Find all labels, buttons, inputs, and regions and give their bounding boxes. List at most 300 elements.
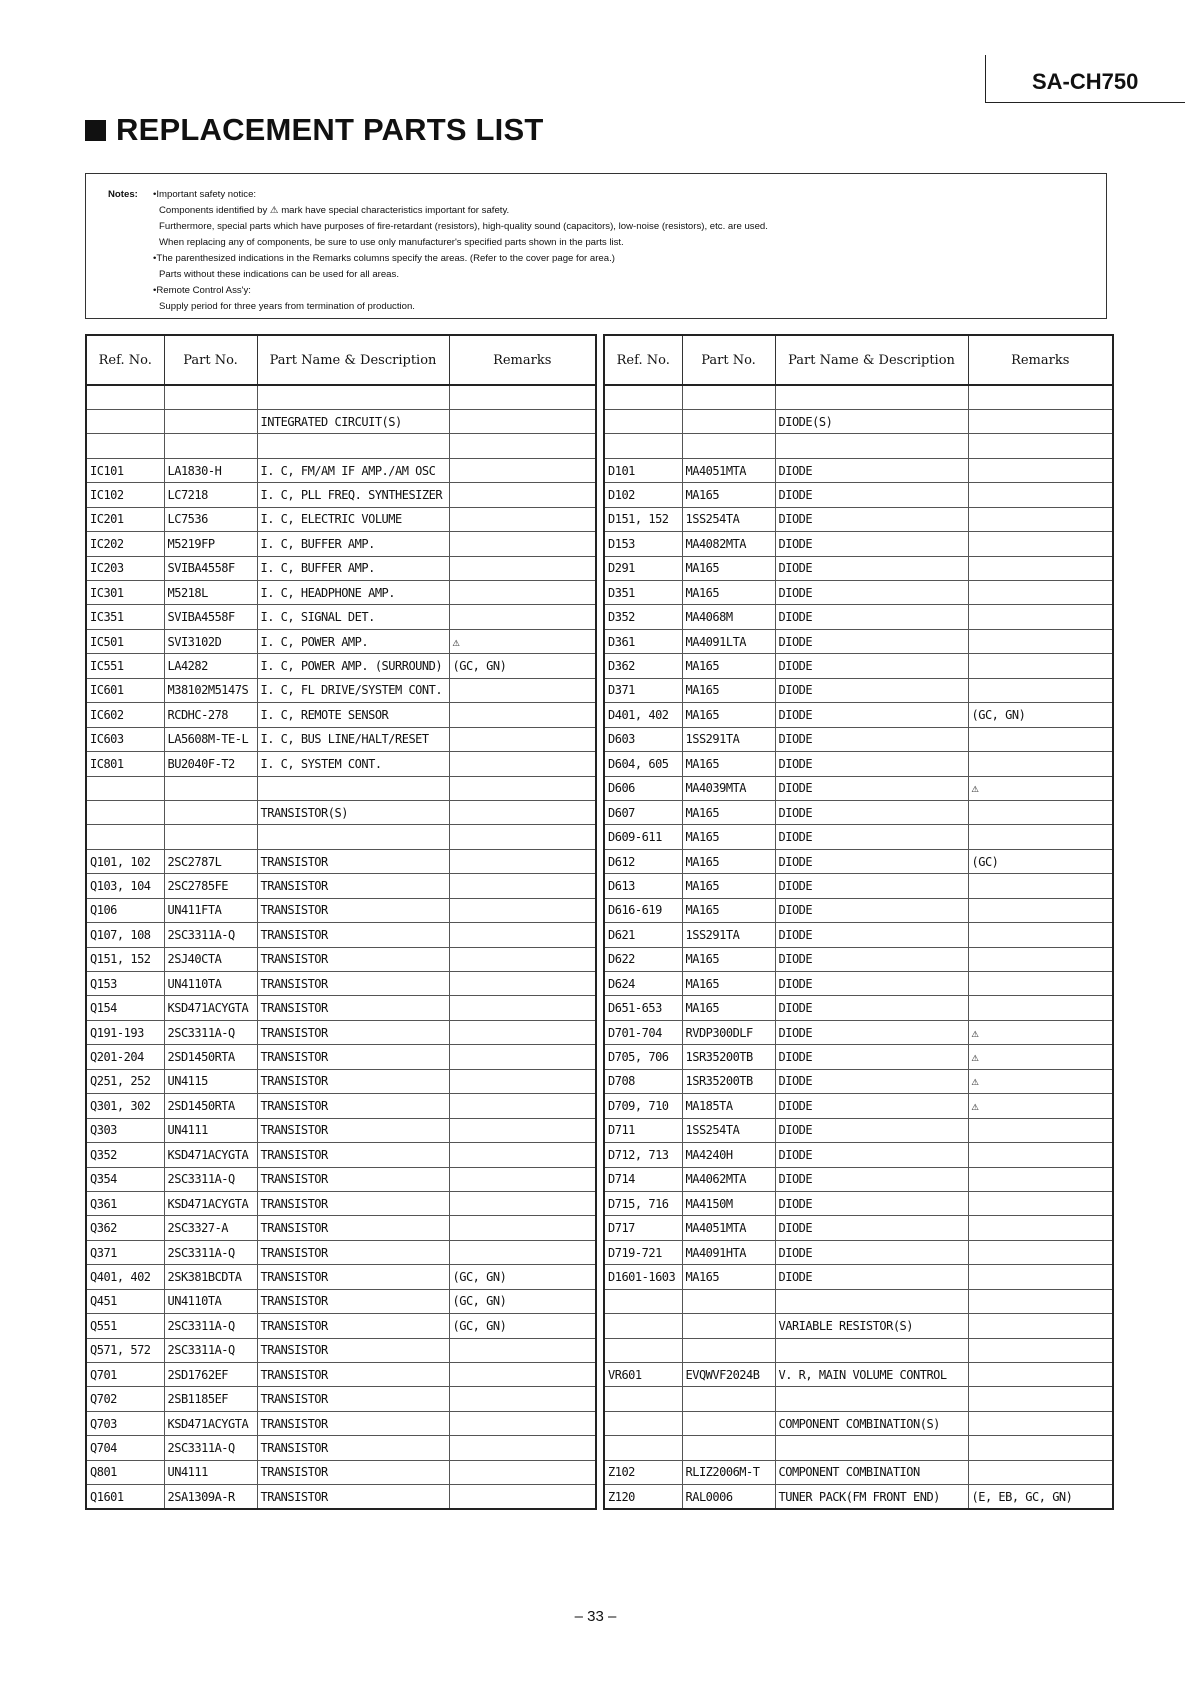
ref-no-cell: D712, 713 — [604, 1143, 682, 1167]
part-no-cell: M5218L — [164, 581, 257, 605]
remarks-cell — [968, 1411, 1113, 1435]
part-no-cell: KSD471ACYGTA — [164, 996, 257, 1020]
ref-no-cell: Q354 — [86, 1167, 164, 1191]
ref-no-cell: IC602 — [86, 703, 164, 727]
description-cell: DIODE — [775, 556, 968, 580]
table-row — [86, 1118, 596, 1142]
description-cell: DIODE — [775, 654, 968, 678]
description-cell: DIODE — [775, 678, 968, 702]
ref-no-cell: D606 — [604, 776, 682, 800]
part-no-cell: MA165 — [682, 752, 775, 776]
description-cell: TRANSISTOR — [257, 1020, 449, 1044]
description-cell: DIODE — [775, 972, 968, 996]
part-no-cell: M38102M5147S — [164, 678, 257, 702]
description-cell: TRANSISTOR — [257, 1240, 449, 1264]
part-no-cell: SVIBA4558F — [164, 605, 257, 629]
part-no-cell: UN411FTA — [164, 898, 257, 922]
table-row — [86, 409, 596, 433]
table-row — [86, 1020, 596, 1044]
ref-no-cell: D621 — [604, 923, 682, 947]
table-row — [604, 1240, 1113, 1264]
part-no-cell: MA165 — [682, 483, 775, 507]
part-no-cell: KSD471ACYGTA — [164, 1143, 257, 1167]
ref-no-cell: Q371 — [86, 1240, 164, 1264]
notes-line: •The parenthesized indications in the Remarks columns specify the areas. (Refer to the cover page for area.) — [153, 253, 615, 264]
ref-no-cell: Q201-204 — [86, 1045, 164, 1069]
description-cell: DIODE — [775, 727, 968, 751]
table-row — [86, 581, 596, 605]
remarks-cell — [968, 727, 1113, 751]
ref-no-cell: Q704 — [86, 1436, 164, 1460]
part-no-cell: RAL0006 — [682, 1485, 775, 1509]
ref-no-cell — [604, 1314, 682, 1338]
part-no-cell: MA4091LTA — [682, 629, 775, 653]
table-row — [86, 1216, 596, 1240]
description-cell: DIODE — [775, 923, 968, 947]
remarks-cell — [449, 1069, 596, 1093]
remarks-cell — [449, 776, 596, 800]
remarks-cell — [449, 703, 596, 727]
table-row — [86, 825, 596, 849]
remarks-cell — [449, 996, 596, 1020]
part-no-cell — [682, 434, 775, 458]
remarks-cell — [449, 1045, 596, 1069]
description-cell: I. C, BUFFER AMP. — [257, 556, 449, 580]
ref-no-cell: Q361 — [86, 1191, 164, 1215]
table-row — [604, 703, 1113, 727]
description-cell: TRANSISTOR — [257, 1118, 449, 1142]
column-header-description: Part Name & Description — [775, 335, 968, 385]
part-no-cell — [682, 1387, 775, 1411]
part-no-cell: SVI3102D — [164, 629, 257, 653]
part-no-cell: 1SS291TA — [682, 727, 775, 751]
remarks-cell — [968, 996, 1113, 1020]
table-row — [604, 1411, 1113, 1435]
remarks-cell — [968, 556, 1113, 580]
ref-no-cell: D101 — [604, 458, 682, 482]
ref-no-cell: D151, 152 — [604, 507, 682, 531]
ref-no-cell: IC102 — [86, 483, 164, 507]
part-no-cell: MA165 — [682, 1265, 775, 1289]
remarks-cell — [449, 1216, 596, 1240]
remarks-cell — [449, 605, 596, 629]
part-no-cell — [682, 385, 775, 409]
description-cell: TRANSISTOR — [257, 923, 449, 947]
description-cell: DIODE — [775, 703, 968, 727]
table-row — [604, 752, 1113, 776]
remarks-cell — [449, 825, 596, 849]
part-no-cell: BU2040F-T2 — [164, 752, 257, 776]
description-cell: I. C, SYSTEM CONT. — [257, 752, 449, 776]
part-no-cell: UN4111 — [164, 1460, 257, 1484]
remarks-cell — [968, 1265, 1113, 1289]
description-cell: DIODE — [775, 800, 968, 824]
remarks-cell — [449, 678, 596, 702]
remarks-cell — [968, 434, 1113, 458]
description-cell: I. C, HEADPHONE AMP. — [257, 581, 449, 605]
description-cell: TRANSISTOR — [257, 1265, 449, 1289]
table-row — [604, 1387, 1113, 1411]
table-row — [604, 1289, 1113, 1313]
remarks-cell: ⚠ — [968, 1020, 1113, 1044]
ref-no-cell: D361 — [604, 629, 682, 653]
part-no-cell: 2SC3311A-Q — [164, 923, 257, 947]
remarks-cell — [968, 923, 1113, 947]
part-no-cell: MA4082MTA — [682, 532, 775, 556]
remarks-cell: ⚠ — [449, 629, 596, 653]
part-no-cell: 2SK381BCDTA — [164, 1265, 257, 1289]
part-no-cell: MA185TA — [682, 1094, 775, 1118]
part-no-cell: LA4282 — [164, 654, 257, 678]
ref-no-cell: Q551 — [86, 1314, 164, 1338]
description-cell: DIODE — [775, 1167, 968, 1191]
description-cell: DIODE(S) — [775, 409, 968, 433]
table-row — [604, 727, 1113, 751]
ref-no-cell: D102 — [604, 483, 682, 507]
table-row — [604, 581, 1113, 605]
part-no-cell: 2SD1450RTA — [164, 1045, 257, 1069]
table-row — [604, 532, 1113, 556]
description-cell: DIODE — [775, 825, 968, 849]
remarks-cell — [968, 483, 1113, 507]
part-no-cell: MA4051MTA — [682, 458, 775, 482]
part-no-cell — [682, 1436, 775, 1460]
ref-no-cell: D401, 402 — [604, 703, 682, 727]
ref-no-cell: D609-611 — [604, 825, 682, 849]
part-no-cell: MA4051MTA — [682, 1216, 775, 1240]
ref-no-cell: Q303 — [86, 1118, 164, 1142]
description-cell: VARIABLE RESISTOR(S) — [775, 1314, 968, 1338]
remarks-cell — [449, 1363, 596, 1387]
ref-no-cell: Q1601 — [86, 1485, 164, 1509]
table-row — [86, 385, 596, 409]
remarks-cell — [449, 923, 596, 947]
notes-box — [85, 173, 1107, 319]
remarks-cell — [968, 654, 1113, 678]
table-row — [604, 678, 1113, 702]
description-cell: DIODE — [775, 1216, 968, 1240]
table-row — [604, 1094, 1113, 1118]
remarks-cell: (E, EB, GC, GN) — [968, 1485, 1113, 1509]
part-no-cell: MA4039MTA — [682, 776, 775, 800]
remarks-cell — [968, 507, 1113, 531]
ref-no-cell: Q451 — [86, 1289, 164, 1313]
description-cell: DIODE — [775, 1045, 968, 1069]
ref-no-cell: D709, 710 — [604, 1094, 682, 1118]
description-cell: DIODE — [775, 874, 968, 898]
description-cell — [257, 825, 449, 849]
ref-no-cell: D616-619 — [604, 898, 682, 922]
ref-no-cell: Q301, 302 — [86, 1094, 164, 1118]
parts-table-left-body — [86, 385, 596, 1509]
ref-no-cell: IC801 — [86, 752, 164, 776]
table-row — [604, 1363, 1113, 1387]
part-no-cell: LC7536 — [164, 507, 257, 531]
description-cell: TRANSISTOR — [257, 1338, 449, 1362]
remarks-cell — [968, 1289, 1113, 1313]
table-row — [604, 874, 1113, 898]
description-cell: I. C, FL DRIVE/SYSTEM CONT. — [257, 678, 449, 702]
ref-no-cell: D612 — [604, 849, 682, 873]
table-row — [86, 1143, 596, 1167]
description-cell: TRANSISTOR — [257, 1069, 449, 1093]
ref-no-cell: Q154 — [86, 996, 164, 1020]
ref-no-cell: Q571, 572 — [86, 1338, 164, 1362]
remarks-cell — [449, 800, 596, 824]
description-cell: DIODE — [775, 1143, 968, 1167]
table-row — [86, 678, 596, 702]
ref-no-cell: Q106 — [86, 898, 164, 922]
ref-no-cell: VR601 — [604, 1363, 682, 1387]
description-cell: TRANSISTOR — [257, 1094, 449, 1118]
remarks-cell — [968, 800, 1113, 824]
ref-no-cell: D613 — [604, 874, 682, 898]
part-no-cell: 2SJ40CTA — [164, 947, 257, 971]
description-cell: DIODE — [775, 1118, 968, 1142]
table-row — [86, 507, 596, 531]
description-cell: I. C, ELECTRIC VOLUME — [257, 507, 449, 531]
ref-no-cell: Q702 — [86, 1387, 164, 1411]
description-cell — [775, 385, 968, 409]
ref-no-cell: IC301 — [86, 581, 164, 605]
table-row — [86, 605, 596, 629]
ref-no-cell: Q701 — [86, 1363, 164, 1387]
ref-no-cell: IC203 — [86, 556, 164, 580]
part-no-cell: UN4110TA — [164, 1289, 257, 1313]
description-cell: I. C, BUS LINE/HALT/RESET — [257, 727, 449, 751]
part-no-cell: RCDHC-278 — [164, 703, 257, 727]
ref-no-cell: Q101, 102 — [86, 849, 164, 873]
table-row — [604, 1338, 1113, 1362]
table-row — [604, 458, 1113, 482]
remarks-cell — [449, 581, 596, 605]
table-row — [86, 1240, 596, 1264]
notes-line: Furthermore, special parts which have purposes of fire-retardant (resistors), high-quality sound (capacitors), low-noise (resistors), etc. are used. — [159, 221, 768, 232]
remarks-cell — [968, 1314, 1113, 1338]
part-no-cell: LA5608M-TE-L — [164, 727, 257, 751]
description-cell: TRANSISTOR(S) — [257, 800, 449, 824]
remarks-cell — [449, 1338, 596, 1362]
ref-no-cell — [86, 434, 164, 458]
part-no-cell — [682, 1314, 775, 1338]
description-cell: I. C, POWER AMP. — [257, 629, 449, 653]
remarks-cell — [449, 1411, 596, 1435]
column-header-ref-no: Ref. No. — [604, 335, 682, 385]
remarks-cell — [968, 605, 1113, 629]
remarks-cell — [449, 1191, 596, 1215]
part-no-cell: 2SC2787L — [164, 849, 257, 873]
part-no-cell: UN4115 — [164, 1069, 257, 1093]
part-no-cell — [164, 385, 257, 409]
table-row — [604, 825, 1113, 849]
part-no-cell: M5219FP — [164, 532, 257, 556]
ref-no-cell — [86, 776, 164, 800]
remarks-cell — [449, 1240, 596, 1264]
part-no-cell — [682, 1338, 775, 1362]
table-row — [86, 1265, 596, 1289]
ref-no-cell: D351 — [604, 581, 682, 605]
table-row — [604, 947, 1113, 971]
description-cell: COMPONENT COMBINATION — [775, 1460, 968, 1484]
table-row — [86, 458, 596, 482]
ref-no-cell: IC603 — [86, 727, 164, 751]
part-no-cell: 2SC3311A-Q — [164, 1338, 257, 1362]
description-cell: TRANSISTOR — [257, 996, 449, 1020]
part-no-cell: MA165 — [682, 972, 775, 996]
part-no-cell: LC7218 — [164, 483, 257, 507]
table-row — [604, 1314, 1113, 1338]
part-no-cell: MA165 — [682, 947, 775, 971]
ref-no-cell: IC351 — [86, 605, 164, 629]
part-no-cell: 2SC3311A-Q — [164, 1314, 257, 1338]
part-no-cell: MA4091HTA — [682, 1240, 775, 1264]
table-row — [604, 1265, 1113, 1289]
remarks-cell — [968, 898, 1113, 922]
table-row — [604, 1460, 1113, 1484]
part-no-cell: MA165 — [682, 825, 775, 849]
description-cell: TRANSISTOR — [257, 1436, 449, 1460]
part-no-cell — [682, 1411, 775, 1435]
column-header-part-no: Part No. — [164, 335, 257, 385]
description-cell: TRANSISTOR — [257, 1167, 449, 1191]
description-cell: I. C, REMOTE SENSOR — [257, 703, 449, 727]
table-row — [604, 654, 1113, 678]
ref-no-cell — [604, 409, 682, 433]
part-no-cell: 2SC3311A-Q — [164, 1167, 257, 1191]
notes-line: Supply period for three years from termination of production. — [159, 301, 415, 312]
description-cell: DIODE — [775, 458, 968, 482]
description-cell: DIODE — [775, 605, 968, 629]
part-no-cell: 2SC2785FE — [164, 874, 257, 898]
ref-no-cell: D153 — [604, 532, 682, 556]
remarks-cell — [968, 629, 1113, 653]
part-no-cell: 2SD1450RTA — [164, 1094, 257, 1118]
remarks-cell — [968, 1143, 1113, 1167]
table-row — [86, 1167, 596, 1191]
remarks-cell — [968, 581, 1113, 605]
description-cell: TRANSISTOR — [257, 1387, 449, 1411]
part-no-cell: 2SC3311A-Q — [164, 1020, 257, 1044]
part-no-cell: MA165 — [682, 849, 775, 873]
part-no-cell: MA4240H — [682, 1143, 775, 1167]
ref-no-cell: Q191-193 — [86, 1020, 164, 1044]
remarks-cell: ⚠ — [968, 1094, 1113, 1118]
remarks-cell — [968, 1363, 1113, 1387]
ref-no-cell: D371 — [604, 678, 682, 702]
ref-no-cell: Q251, 252 — [86, 1069, 164, 1093]
description-cell: V. R, MAIN VOLUME CONTROL — [775, 1363, 968, 1387]
part-no-cell: RVDP300DLF — [682, 1020, 775, 1044]
table-row — [604, 996, 1113, 1020]
table-row — [604, 1143, 1113, 1167]
remarks-cell: (GC, GN) — [449, 654, 596, 678]
part-no-cell: 1SS254TA — [682, 1118, 775, 1142]
ref-no-cell — [604, 434, 682, 458]
column-header-remarks: Remarks — [968, 335, 1113, 385]
ref-no-cell — [604, 1411, 682, 1435]
remarks-cell — [449, 434, 596, 458]
table-row — [86, 972, 596, 996]
remarks-cell — [968, 1167, 1113, 1191]
description-cell: DIODE — [775, 849, 968, 873]
notes-line: When replacing any of components, be sure to use only manufacturer's specified parts shown in the parts list. — [159, 237, 624, 248]
ref-no-cell: Q801 — [86, 1460, 164, 1484]
part-no-cell: 2SD1762EF — [164, 1363, 257, 1387]
table-row — [86, 1411, 596, 1435]
remarks-cell — [968, 1191, 1113, 1215]
ref-no-cell — [86, 385, 164, 409]
part-no-cell — [164, 776, 257, 800]
part-no-cell: MA165 — [682, 678, 775, 702]
remarks-cell — [449, 385, 596, 409]
remarks-cell — [449, 947, 596, 971]
ref-no-cell: D622 — [604, 947, 682, 971]
description-cell: I. C, FM/AM IF AMP./AM OSC — [257, 458, 449, 482]
part-no-cell: KSD471ACYGTA — [164, 1191, 257, 1215]
description-cell: DIODE — [775, 532, 968, 556]
remarks-cell — [449, 1143, 596, 1167]
table-row — [604, 849, 1113, 873]
column-header-description: Part Name & Description — [257, 335, 449, 385]
table-row — [86, 996, 596, 1020]
ref-no-cell: Q352 — [86, 1143, 164, 1167]
remarks-cell — [449, 1118, 596, 1142]
remarks-cell — [968, 1240, 1113, 1264]
table-row — [86, 800, 596, 824]
description-cell: DIODE — [775, 752, 968, 776]
description-cell: TRANSISTOR — [257, 849, 449, 873]
ref-no-cell: Q401, 402 — [86, 1265, 164, 1289]
table-row — [86, 752, 596, 776]
table-row — [86, 1338, 596, 1362]
part-no-cell: MA165 — [682, 874, 775, 898]
remarks-cell — [449, 507, 596, 531]
remarks-cell — [449, 532, 596, 556]
remarks-cell — [449, 727, 596, 751]
description-cell: TRANSISTOR — [257, 1289, 449, 1313]
table-row — [86, 434, 596, 458]
description-cell: TRANSISTOR — [257, 1314, 449, 1338]
description-cell: TRANSISTOR — [257, 972, 449, 996]
remarks-cell — [968, 458, 1113, 482]
ref-no-cell: IC551 — [86, 654, 164, 678]
ref-no-cell: IC601 — [86, 678, 164, 702]
ref-no-cell: D717 — [604, 1216, 682, 1240]
remarks-cell: ⚠ — [968, 1045, 1113, 1069]
notes-label: Notes: — [108, 189, 138, 200]
ref-no-cell — [86, 800, 164, 824]
part-no-cell: 2SB1185EF — [164, 1387, 257, 1411]
table-row — [86, 1460, 596, 1484]
parts-table-left — [85, 334, 597, 1510]
ref-no-cell: D719-721 — [604, 1240, 682, 1264]
table-row — [604, 1485, 1113, 1509]
remarks-cell — [449, 1460, 596, 1484]
table-row — [86, 1289, 596, 1313]
remarks-cell — [449, 898, 596, 922]
table-row — [86, 1387, 596, 1411]
table-row — [604, 1191, 1113, 1215]
description-cell: DIODE — [775, 581, 968, 605]
table-row — [604, 972, 1113, 996]
description-cell — [775, 434, 968, 458]
table-row — [604, 1069, 1113, 1093]
part-no-cell — [164, 825, 257, 849]
part-no-cell: 1SR35200TB — [682, 1045, 775, 1069]
ref-no-cell: Z120 — [604, 1485, 682, 1509]
table-row — [604, 800, 1113, 824]
description-cell: TRANSISTOR — [257, 1216, 449, 1240]
